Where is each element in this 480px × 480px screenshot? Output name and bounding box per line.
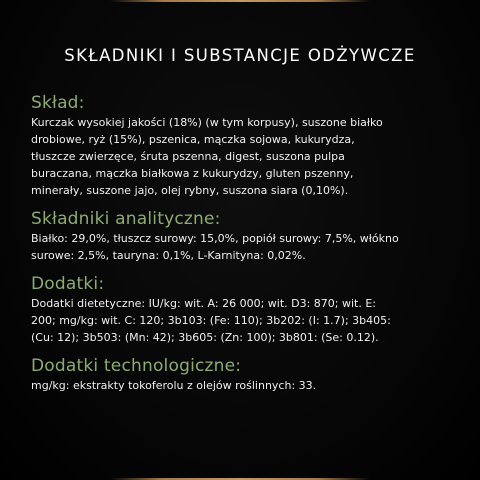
text-line: mg/kg: ekstrakty tokoferolu z olejów roślinnych: 33. <box>31 379 317 392</box>
section-analytical-constituents <box>31 208 456 264</box>
section-body <box>31 295 456 346</box>
section-body <box>31 114 456 199</box>
section-heading: Dodatki: <box>31 274 105 294</box>
text-line: (Cu: 12); 3b503: (Mn: 42); 3b605: (Zn: 100); 3b801: (Se: 0.12). <box>31 331 379 344</box>
section-body <box>31 230 456 264</box>
section-composition <box>31 92 456 199</box>
text-line: drobiowe, ryż (15%), pszenica, mączka sojowa, kukurydza, <box>31 133 355 146</box>
section-body <box>31 377 456 394</box>
top-decorative-rule <box>110 0 370 2</box>
text-line: Białko: 29,0%, tłuszcz surowy: 15,0%, popiół surowy: 7,5%, włókno <box>31 232 399 245</box>
text-line: surowe: 2,5%, tauryna: 0,1%, L-Karnityna: 0,02%. <box>31 249 306 262</box>
text-line: minerały, suszone jajo, olej rybny, suszona siara (0,10%). <box>31 184 349 197</box>
section-heading: Składniki analityczne: <box>31 209 221 229</box>
ingredients-content <box>31 92 456 403</box>
text-line: tłuszcze zwierzęce, śruta pszenna, digest, suszona pulpa <box>31 150 345 163</box>
page-title: SKŁADNIKI I SUBSTANCJE ODŻYWCZE <box>64 46 416 65</box>
text-line: Kurczak wysokiej jakości (18%) (w tym korpusy), suszone białko <box>31 116 383 129</box>
section-additives <box>31 273 456 346</box>
text-line: 200; mg/kg: wit. C: 120; 3b103: (Fe: 110); 3b202: (I: 1.7); 3b405: <box>31 314 391 327</box>
text-line: buraczana, mączka białkowa z kukurydzy, gluten pszenny, <box>31 167 354 180</box>
section-heading: Dodatki technologiczne: <box>31 356 242 376</box>
section-heading: Skład: <box>31 93 85 113</box>
text-line: Dodatki dietetyczne: IU/kg: wit. A: 26 000; wit. D3: 870; wit. E: <box>31 297 377 310</box>
section-technological-additives <box>31 355 456 394</box>
